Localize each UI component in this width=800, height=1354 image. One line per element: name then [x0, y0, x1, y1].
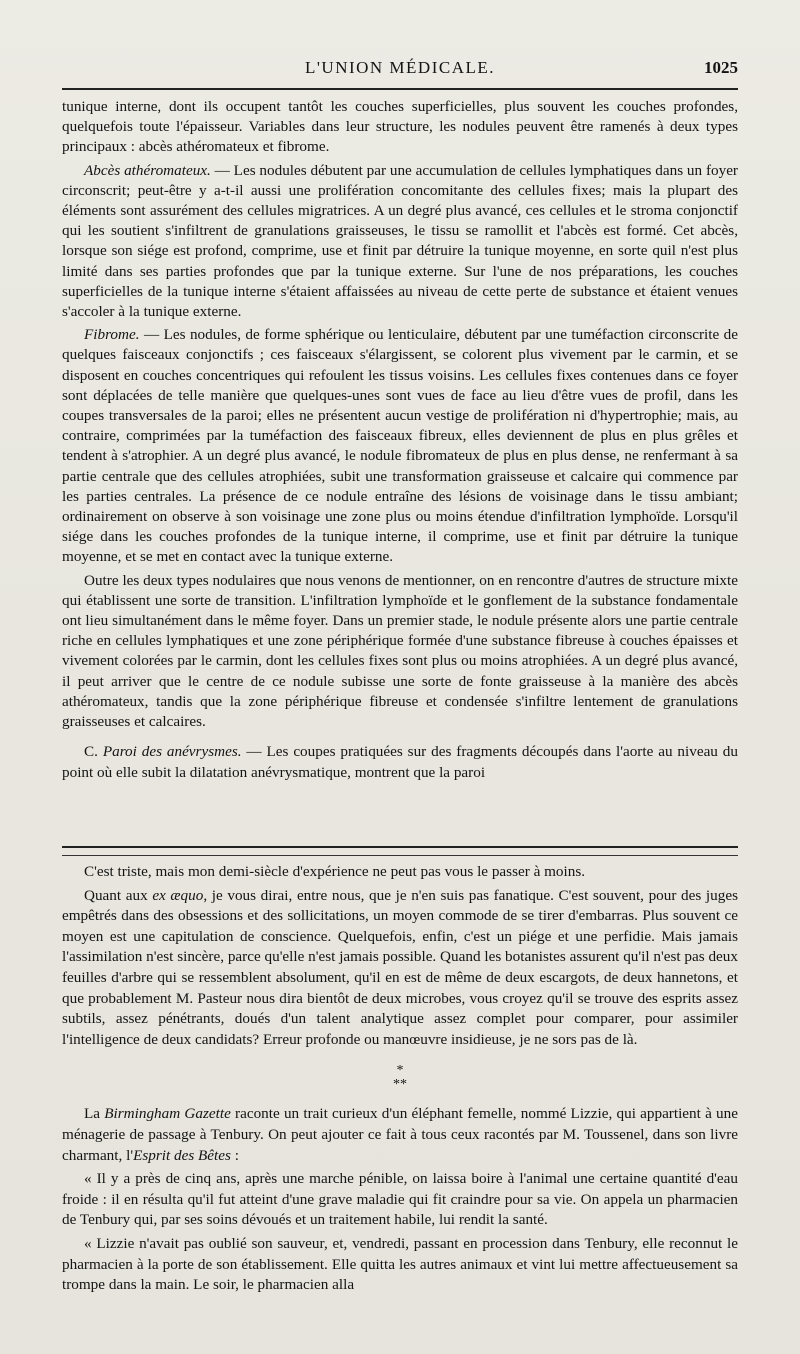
italic-title: Birmingham Gazette [104, 1105, 231, 1123]
section-heading: Abcès athéromateux. [84, 161, 211, 179]
article-paragraph [62, 742, 738, 782]
feuilleton-paragraph: C'est triste, mais mon demi-siècle d'expérience ne peut pas vous le passer à moins. [84, 863, 586, 880]
article-paragraph: Outre les deux types nodulaires que nous venons de mentionner, on en rencontre d'autres de structure mixte qui établissent une sorte de transition. L'infiltration lymphoïde et le gonflement de la substance fondamentale ont lieu simultanément dans le même foyer. Dans un premier stade, le nodule présente alors une partie centrale riche en cellules lymphatiques et une zone périphérique formée d'une substance fibreuse à couches épaisses et vivement colorées par le carmin, dont les cellules fixes sont plus ou moins atrophiées. A un degré plus avancé, il peut arriver que le centre de ce nodule subisse une sorte de fonte graisseuse à la manière des abcès athéromateux, tandis que la zone périphérique fibreuse et condensée s'infiltre lentement de granulations graisseuses et calcaires. [62, 571, 738, 731]
section-heading: Paroi des anévrysmes. [102, 743, 242, 761]
feuilleton-section [62, 862, 738, 1296]
asterism-top: * [396, 1063, 404, 1079]
feuilleton-paragraph: « Lizzie n'avait pas oublié son sauveur, et, vendredi, passant en procession dans Tenbury, elle reconnut le pharmacien à la porte de son établissement. Elle quitta les autres animaux et vint lui mettre affectueusement sa trompe dans la main. Le soir, le pharmacien alla [62, 1234, 738, 1294]
paragraph-text: — Les coupes pratiquées sur des fragments découpés dans l'aorte au niveau du point où elle subit la dilatation anévrysmatique, montrent que la paroi [62, 743, 738, 781]
italic-term: ex æquo [152, 886, 204, 904]
main-article [62, 97, 738, 783]
paragraph-text: La [84, 1105, 105, 1123]
asterism-bottom: ** [393, 1077, 407, 1093]
section-heading: Fibrome. [84, 326, 140, 344]
asterism-separator [62, 1064, 738, 1092]
feuilleton-paragraph [62, 1104, 738, 1166]
article-paragraph: tunique interne, dont ils occupent tantôt les couches superficielles, plus souvent les couches profondes, quelquefois toute l'épaisseur. Variables dans leur structure, les nodules peuvent être ramenés à deux types principaux : abcès athéromateux et fibrome. [62, 98, 738, 156]
article-paragraph [62, 161, 738, 323]
article-paragraph [62, 325, 738, 567]
italic-title: Esprit des Bêtes [133, 1146, 231, 1164]
header-rule [62, 88, 738, 90]
page-header [62, 52, 738, 86]
paragraph-text: — Les nodules débutent par une accumulation de cellules lymphatiques dans un foyer circonscrit; peut-être y a-t-il aussi une prolifération concomitante des cellules fixes; mais la plupart des éléments sont assurément des cellules migratrices. A un degré plus avancé, ces cellules et le stroma conjonctif qui les soutient s'infiltrent de granulations graisseuses, le tissu se ramollit et l'abcès est formé. Cet abcès, lorsque son siége est profond, comprime, use et finit par détruire la tunique moyenne, en sorte quil n'est plus limité dans ses parties profondes que par la tunique externe. Sur l'une de nos préparations, les couches superficielles de la tunique interne s'étaient affaissées au niveau de cette perte de substance et étaient venues s'accoler à la tunique externe. [62, 161, 738, 321]
running-title: L'UNION MÉDICALE. [304, 58, 496, 77]
paragraph-text: : [230, 1146, 239, 1164]
paragraph-text: Quant aux [84, 886, 153, 904]
paragraph-text: — Les nodules, de forme sphérique ou lenticulaire, débutent par une tuméfaction circonscrite de quelques faisceaux conjonctifs ; ces faisceaux s'élargissent, se colorent plus vivement par le carmin, et se disposent en couches concentriques qui refoulent les tissus voisins. Les cellules fixes contenues dans ce foyer sont déplacées de telle manière que quelques-unes sont vues de face au lieu d'être vues de profil, dans les coupes transversales de la paroi; elles ne présentent aucun vestige de prolifération ni d'hypertrophie; mais, au contraire, comprimées par la tuméfaction des faisceaux fibreux, elles deviennent de plus en plus grêles et tendent à s'atrophier. A un degré plus avancé, le nodule fibromateux de plus en plus dense, ne renfermant à sa partie centrale que des cellules atrophiées, subit une transformation graisseuse et calcaire qui commence par les parties centrales. La présence de ce nodule entraîne des lésions de voisinage dans le tissu ambiant; ordinairement on observe à son voisinage une zone plus ou moins étendue d'infiltration lymphoïde. Lorsqu'il siége dans les couches profondes de la tunique interne, il comprime, use et finit par détruire la tunique moyenne, et se met en contact avec la tunique externe. [62, 326, 738, 566]
feuilleton-paragraph [62, 886, 738, 1051]
paragraph-text: raconte un trait curieux d'un éléphant femelle, nommé Lizzie, qui appartient à une ménagerie de passage à Tenbury. On peut ajouter ce fait à tous ceux racontés par M. Toussenel, dans son livre charmant, l' [62, 1105, 738, 1164]
section-letter: C. [84, 743, 103, 761]
paragraph-text: , je vous dirai, entre nous, que je n'en suis pas fanatique. C'est souvent, pour des juges empêtrés dans des obsessions et des sollicitations, un moyen commode de se tirer d'embarras. Plus souvent ce moyen est une capitulation de conscience. Quelquefois, enfin, c'est un piége et une perfidie. Mais jamais l'assimilation n'est sincère, parce qu'elle n'est jamais possible. Quand les botanistes assurent qu'il n'est pas deux feuilles d'arbre qui se ressemblent absolument, qu'il en est de même de deux escargots, de deux hannetons, et que probablement M. Pasteur nous dira bientôt de deux microbes, vous croyez qu'il se trouve des esprits assez subtils, assez pénétrants, doués d'un talent analytique assez complet pour comparer, pour assimiler l'intelligence de deux candidats? Erreur profonde ou manœuvre insidieuse, je ne sors pas de là. [62, 886, 738, 1048]
feuilleton-paragraph: « Il y a près de cinq ans, après une marche pénible, on laissa boire à l'animal une certaine quantité d'eau froide : il en résulta qu'il fut atteint d'une grave maladie qui fit craindre pour sa vie. On appela un pharmacien de Tenbury qui, par ses soins dévoués et un traitement habile, lui rendit la santé. [62, 1170, 738, 1229]
feuilleton-divider [62, 846, 738, 856]
page-number: 1025 [704, 58, 738, 77]
